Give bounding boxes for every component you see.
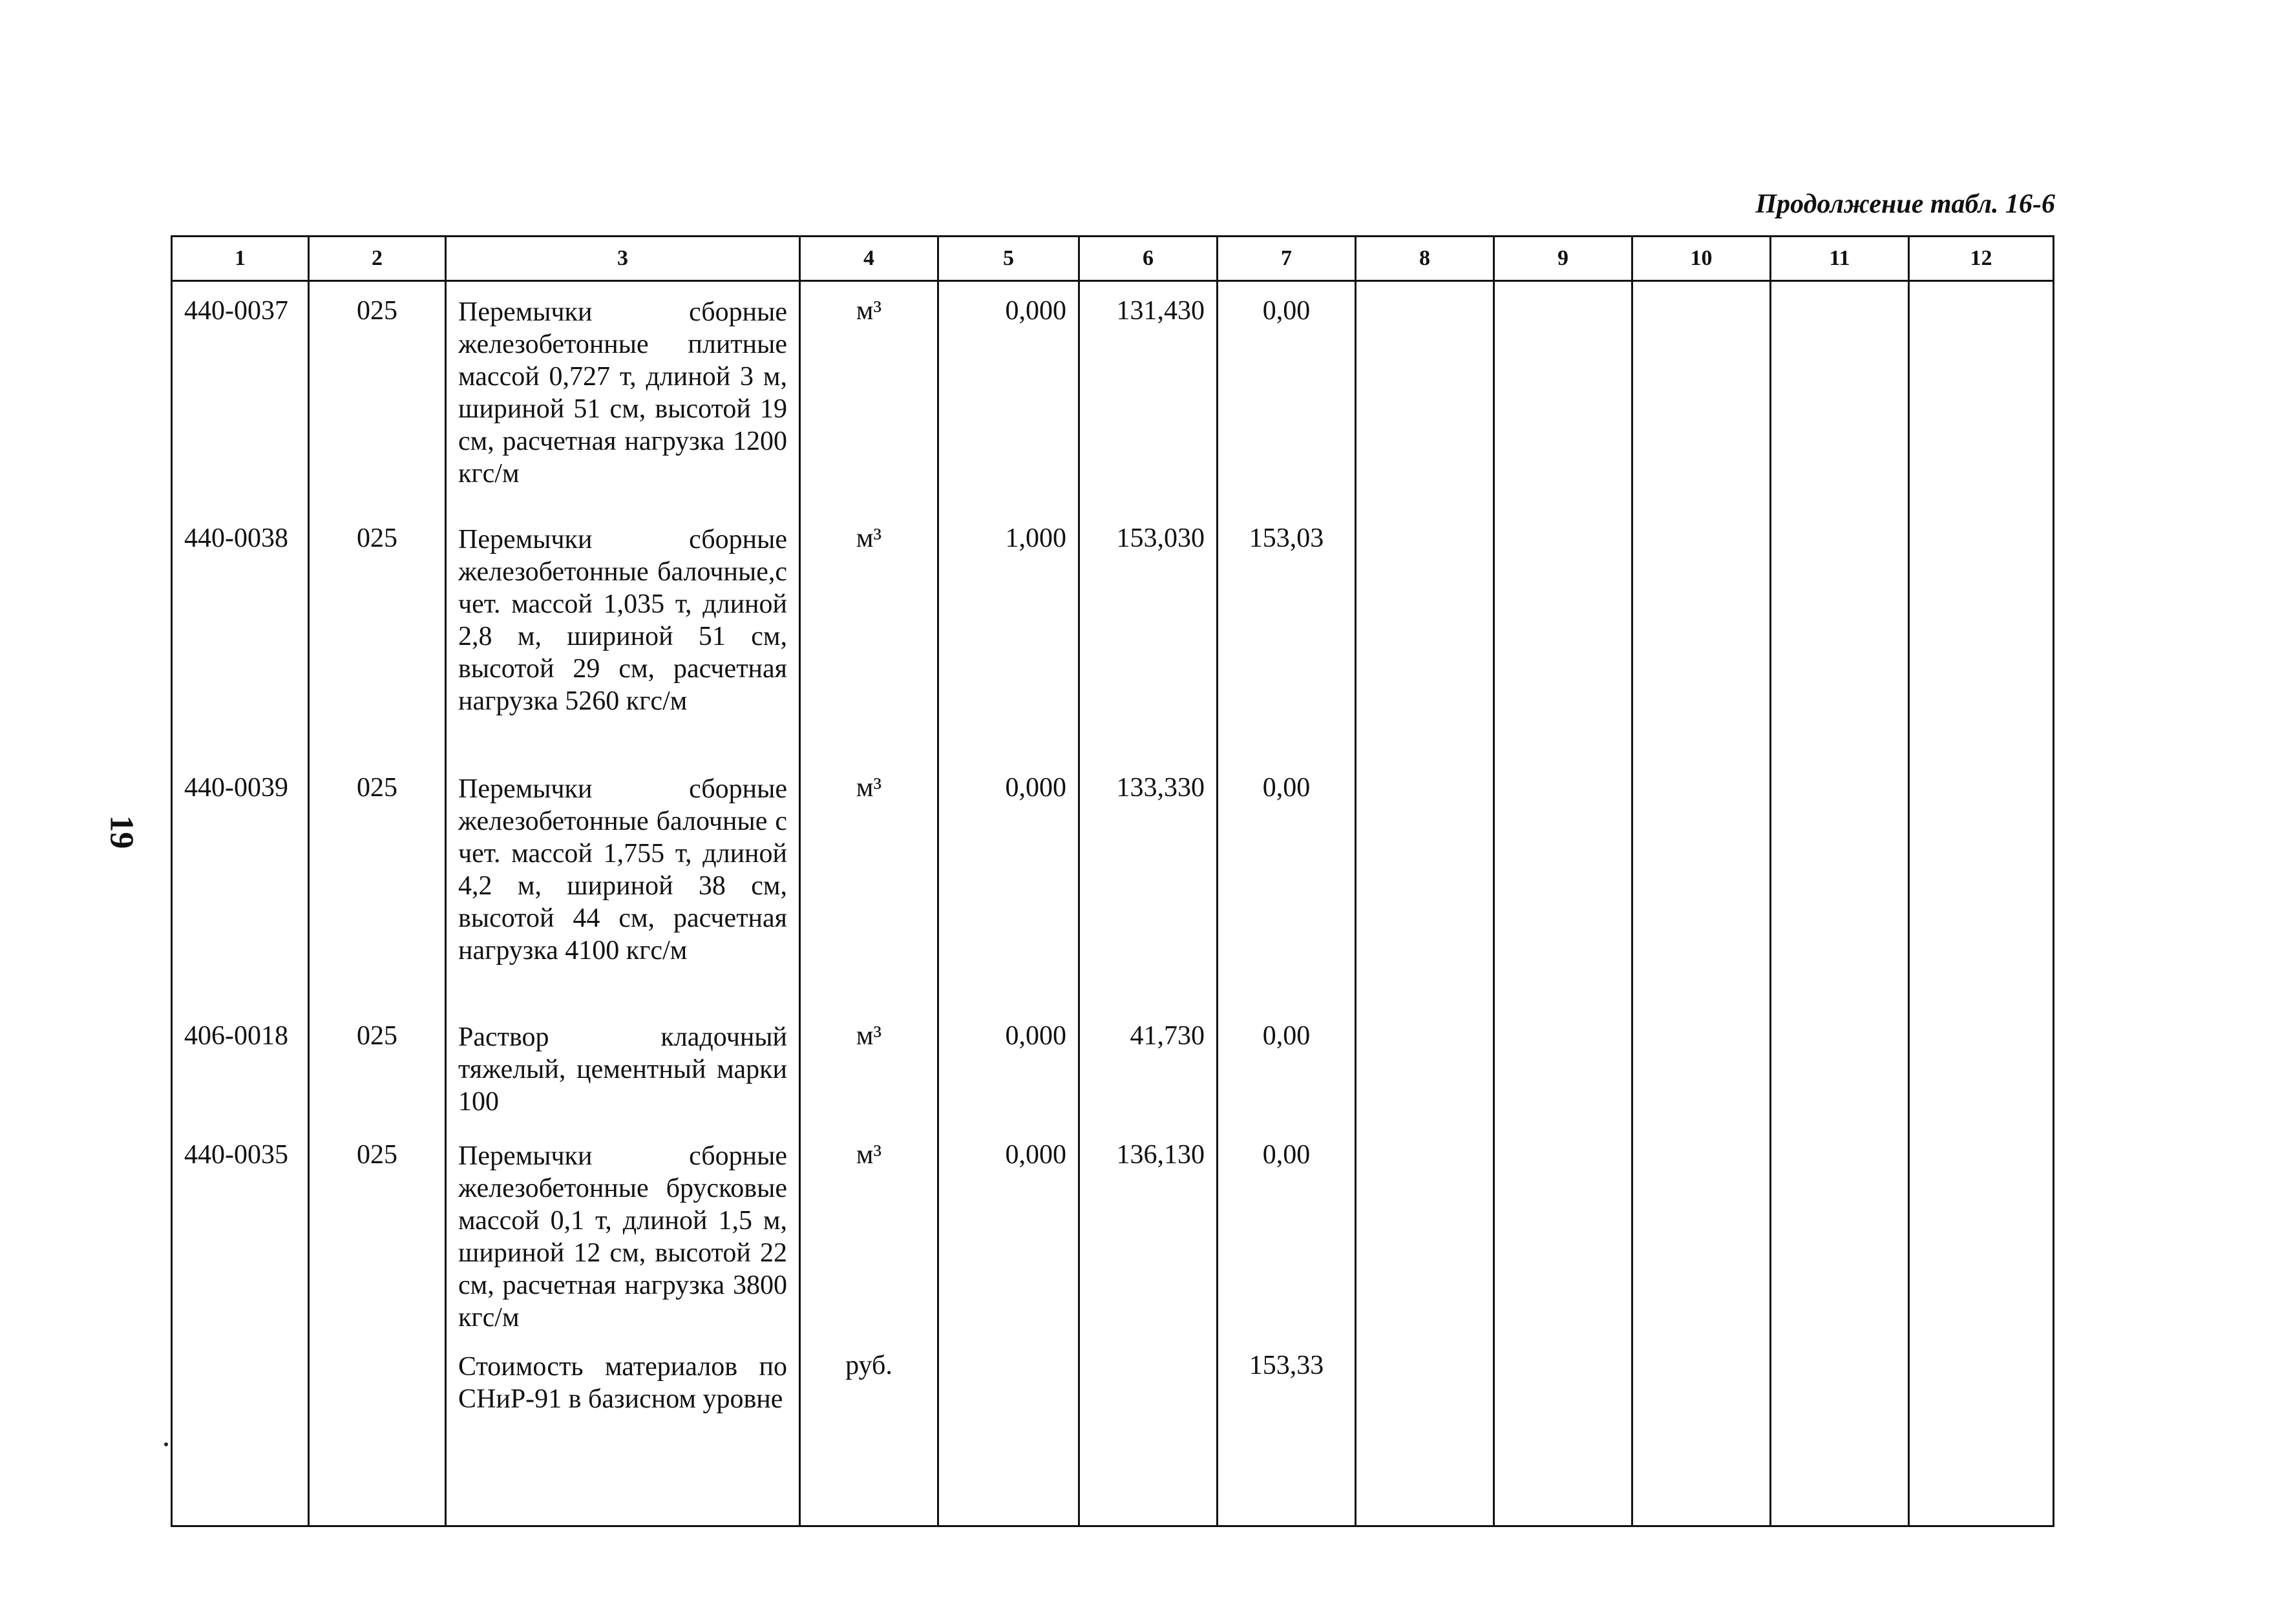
total-description: Стоимость материалов по СНиР-91 в базисном уровне [446, 1336, 800, 1526]
empty-cell [1632, 281, 1771, 510]
empty-cell [1632, 1336, 1771, 1526]
group-code: 025 [309, 1007, 446, 1126]
column-header: 5 [938, 237, 1079, 281]
empty-cell [1632, 509, 1771, 759]
table-row [172, 1007, 2054, 1126]
empty-cell [1909, 1126, 2054, 1336]
cost: 0,00 [1218, 281, 1356, 510]
unit: м³ [800, 1007, 938, 1126]
material-description: Перемычки сборные железобетонные балочные,с чет. массой 1,035 т, длиной 2,8 м, шириной 51 см, высотой 29 см, расчетная нагрузка 5260 кгс/м [446, 509, 800, 759]
cost: 153,03 [1218, 509, 1356, 759]
empty-cell [1356, 281, 1494, 510]
empty-cell [1771, 1126, 1909, 1336]
empty-cell [1632, 1126, 1771, 1336]
table-row [172, 281, 2054, 510]
resource-code: 440-0035 [172, 1126, 309, 1336]
group-code: 025 [309, 509, 446, 759]
group-code: 025 [309, 281, 446, 510]
empty-cell [1909, 1336, 2054, 1526]
empty-cell [1909, 1007, 2054, 1126]
material-description: Перемычки сборные железобетонные брусковые массой 0,1 т, длиной 1,5 м, шириной 12 см, высотой 22 см, расчетная нагрузка 3800 кгс/м [446, 1126, 800, 1336]
empty-cell [1909, 281, 2054, 510]
column-header: 6 [1079, 237, 1218, 281]
empty-cell [1494, 1336, 1632, 1526]
column-header: 4 [800, 237, 938, 281]
table-row [172, 759, 2054, 1007]
total-row [172, 1336, 2054, 1526]
empty-cell [1356, 1336, 1494, 1526]
quantity: 1,000 [938, 509, 1079, 759]
empty-cell [1356, 759, 1494, 1007]
unit: м³ [800, 281, 938, 510]
unit-price: 153,030 [1079, 509, 1218, 759]
header-row [172, 237, 2054, 281]
unit: м³ [800, 1126, 938, 1336]
column-header: 2 [309, 237, 446, 281]
empty-cell [1494, 509, 1632, 759]
quantity: 0,000 [938, 1126, 1079, 1336]
empty-cell [1632, 759, 1771, 1007]
material-description: Раствор кладочный тяжелый, цементный марки 100 [446, 1007, 800, 1126]
quantity [938, 1336, 1079, 1526]
unit-price: 136,130 [1079, 1126, 1218, 1336]
empty-cell [1771, 1336, 1909, 1526]
unit: руб. [800, 1336, 938, 1526]
empty-cell [1494, 759, 1632, 1007]
quantity: 0,000 [938, 1007, 1079, 1126]
quantity: 0,000 [938, 281, 1079, 510]
empty-cell [1771, 759, 1909, 1007]
resource-code: 406-0018 [172, 1007, 309, 1126]
quantity: 0,000 [938, 759, 1079, 1007]
empty-cell [1632, 1007, 1771, 1126]
unit: м³ [800, 759, 938, 1007]
table-row [172, 509, 2054, 759]
column-header: 11 [1771, 237, 1909, 281]
unit-price [1079, 1336, 1218, 1526]
unit: м³ [800, 509, 938, 759]
group-code [309, 1336, 446, 1526]
cost: 0,00 [1218, 1126, 1356, 1336]
empty-cell [1494, 1126, 1632, 1336]
scan-speck [164, 1442, 168, 1446]
resource-code: 440-0039 [172, 759, 309, 1007]
material-description: Перемычки сборные железобетонные балочные с чет. массой 1,755 т, длиной 4,2 м, шириной 38 см, высотой 44 см, расчетная нагрузка 4100 кгс/м [446, 759, 800, 1007]
column-header: 3 [446, 237, 800, 281]
resource-code: 440-0038 [172, 509, 309, 759]
column-header: 9 [1494, 237, 1632, 281]
column-header: 8 [1356, 237, 1494, 281]
material-description: Перемычки сборные железобетонные плитные массой 0,727 т, длиной 3 м, шириной 51 см, высотой 19 см, расчетная нагрузка 1200 кгс/м [446, 281, 800, 510]
empty-cell [1494, 1007, 1632, 1126]
empty-cell [1771, 281, 1909, 510]
empty-cell [1909, 759, 2054, 1007]
cost: 0,00 [1218, 1007, 1356, 1126]
column-header: 12 [1909, 237, 2054, 281]
resource-code [172, 1336, 309, 1526]
empty-cell [1356, 509, 1494, 759]
page-number: 19 [103, 815, 140, 849]
empty-cell [1771, 1007, 1909, 1126]
unit-price: 41,730 [1079, 1007, 1218, 1126]
materials-table [171, 235, 2054, 1527]
group-code: 025 [309, 759, 446, 1007]
table-row [172, 1126, 2054, 1336]
column-header: 7 [1218, 237, 1356, 281]
total-cost: 153,33 [1218, 1336, 1356, 1526]
cost: 0,00 [1218, 759, 1356, 1007]
column-header: 1 [172, 237, 309, 281]
group-code: 025 [309, 1126, 446, 1336]
empty-cell [1494, 281, 1632, 510]
table-caption: Продолжение табл. 16-6 [1755, 189, 2055, 219]
empty-cell [1356, 1126, 1494, 1336]
column-header: 10 [1632, 237, 1771, 281]
resource-code: 440-0037 [172, 281, 309, 510]
empty-cell [1909, 509, 2054, 759]
empty-cell [1771, 509, 1909, 759]
empty-cell [1356, 1007, 1494, 1126]
unit-price: 133,330 [1079, 759, 1218, 1007]
unit-price: 131,430 [1079, 281, 1218, 510]
